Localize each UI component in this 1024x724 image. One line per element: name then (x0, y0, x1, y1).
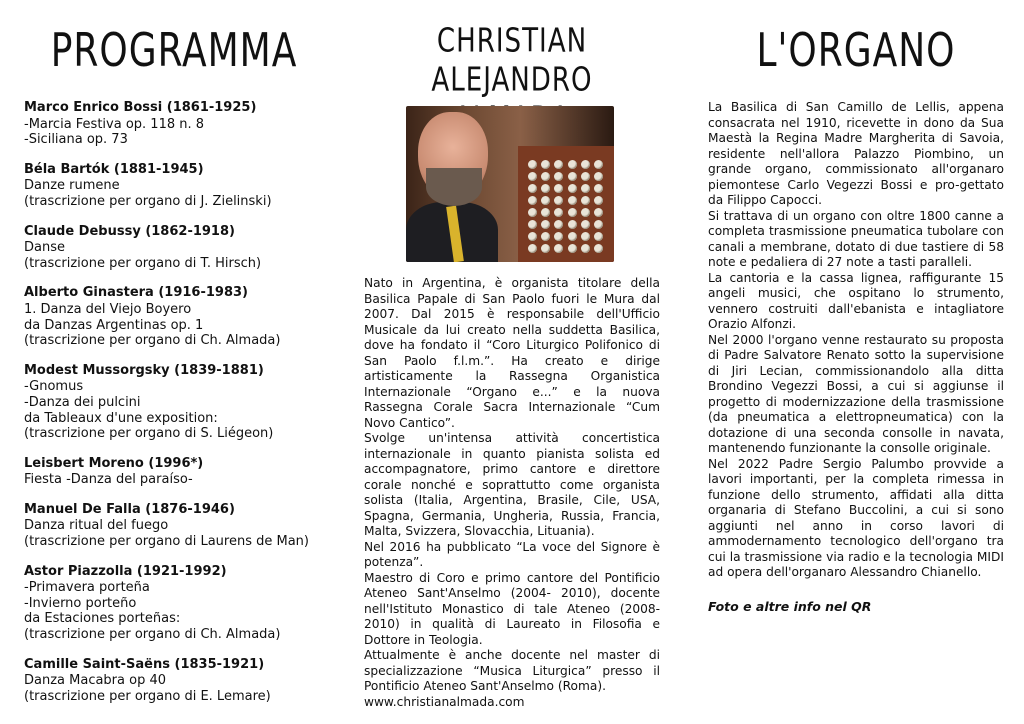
composer-name: Camille Saint-Saëns (1835-1921) (24, 656, 265, 672)
piece-line: (trascrizione per organo di Laurens de Man) (24, 534, 309, 550)
piece-line: da Estaciones porteñas: (24, 611, 181, 627)
program-item (24, 502, 324, 550)
program-item (24, 100, 324, 148)
organo-paragraph: Si trattava di un organo con oltre 1800 canne a completa trasmissione pneumatica tubolare con canali a membrane, dotato di due tastiere di 58 note e pedaliera di 27 note a tasti paralleli. (708, 208, 1004, 269)
artist-bio (364, 276, 660, 710)
program-item (24, 162, 324, 210)
program-list (24, 100, 324, 704)
composer-name: Manuel De Falla (1876-1946) (24, 501, 235, 517)
piece-line: (trascrizione per organo di Ch. Almada) (24, 333, 281, 349)
piece-line: -Siciliana op. 73 (24, 132, 128, 148)
piece-line: da Danzas Argentinas op. 1 (24, 317, 204, 333)
piece-line: Danza ritual del fuego (24, 518, 169, 534)
programma-title: PROGRAMMA (50, 24, 298, 78)
composer-name: Astor Piazzolla (1921-1992) (24, 563, 227, 579)
organo-title: L'ORGANO (756, 24, 956, 78)
organo-paragraph: Nel 2022 Padre Sergio Palumbo provvide a lavori importanti, per la completa rimessa in funzione dello strumento, affidati alla ditta organaria di Stefano Buccolini, a cui si sono aggiunti nel anno in corso lavori di ammodernamento tecnologico dell'organo tra cui la trasmissione via radio e la tecnologia MIDI ad opera dell'organaro Alessandro Chianello. (708, 456, 1004, 579)
piece-line: (trascrizione per organo di E. Lemare) (24, 688, 271, 704)
organo-paragraph: La Basilica di San Camillo de Lellis, appena consacrata nel 1910, ricevette in dono da Sua Maestà la Regina Madre Margherita di Savoia, residente nell'allora Palazzo Piombino, un grande organo, commissionato all'organaro piemontese Carlo Vegezzi Bossi e pro-gettato da Filippo Capocci. (708, 100, 1004, 207)
piece-line: Danza Macabra op 40 (24, 673, 167, 689)
piece-line: (trascrizione per organo di Ch. Almada) (24, 627, 281, 643)
piece-line: -Danza dei pulcini (24, 394, 141, 410)
piece-line: (trascrizione per organo di S. Liégeon) (24, 426, 274, 442)
artist-name-line1: CHRISTIAN ALEJANDRO (431, 20, 593, 99)
qr-note: Foto e altre info nel QR (708, 598, 872, 614)
piece-line: (trascrizione per organo di J. Zielinski) (24, 193, 272, 209)
program-item (24, 224, 324, 272)
piece-line: 1. Danza del Viejo Boyero (24, 301, 192, 317)
composer-name: Modest Mussorgsky (1839-1881) (24, 362, 264, 378)
composer-name: Marco Enrico Bossi (1861-1925) (24, 100, 257, 115)
bio-paragraph: Maestro di Coro e primo cantore del Pontificio Ateneo Sant'Anselmo (2004- 2010), docente nell'Istituto Monastico di tale Ateneo (2008-2010) in qualità di Laureato in Filosofia e Dottore in Teologia. (364, 570, 660, 647)
program-item (24, 285, 324, 348)
program-item (24, 657, 324, 705)
organ-console-image (518, 146, 614, 262)
composer-name: Béla Bartók (1881-1945) (24, 161, 204, 177)
composer-name: Leisbert Moreno (1996*) (24, 455, 204, 471)
program-item (24, 363, 324, 442)
piece-line: -Primavera porteña (24, 580, 150, 596)
piece-line: Danse (24, 240, 65, 256)
piece-line: (trascrizione per organo di T. Hirsch) (24, 255, 262, 271)
bio-paragraph: Nel 2016 ha pubblicato “La voce del Signore è potenza”. (364, 539, 660, 569)
organo-column (708, 0, 1004, 614)
artist-photo (406, 106, 614, 262)
organo-paragraph: La cantoria e la cassa lignea, raffigurante 15 angeli musici, che ospitano lo strumento, vennero costruiti dall'ebanista e intagliatore Orazio Alfonzi. (708, 270, 1004, 331)
piece-line: -Gnomus (24, 379, 84, 395)
piece-line: -Invierno porteño (24, 595, 137, 611)
composer-name: Claude Debussy (1862-1918) (24, 223, 235, 239)
bio-paragraph: Svolge un'intensa attività concertistica internazionale in quanto pianista solista ed accompagnatore, primo cantore e direttore corale nonché e soprattutto come organista solista (Italia, Argentina, Brasile, Cile, USA, Spagna, Germania, Ungheria, Russia, Francia, Malta, Svizzera, Slovacchia, Lituania). (364, 431, 660, 538)
programma-column (24, 0, 324, 718)
bio-paragraph: Nato in Argentina, è organista titolare della Basilica Papale di San Paolo fuori le Mura dal 2007. Dal 2015 è responsabile dell'Ufficio Musicale da lui creato nella suddetta Basilica, dove ha fondato il “Coro Liturgico Polifonico di San Paolo f.l.m.”. Ha creato e dirige artisticamente la Rassegna Organistica Internazionale “Organo e...” e la nuova Rassegna Corale Sacra Internazionale “Cum Novo Cantico”. (364, 276, 660, 430)
bio-paragraph: Attualmente è anche docente nel master di specializzazione “Musica Liturgica” presso il Pontificio Ateneo Sant'Anselmo (Roma). (364, 648, 660, 693)
piece-line: Fiesta -Danza del paraíso- (24, 472, 193, 488)
piece-line: Danze rumene (24, 178, 120, 194)
composer-name: Alberto Ginastera (1916-1983) (24, 285, 248, 301)
piece-line: -Marcia Festiva op. 118 n. 8 (24, 116, 205, 132)
program-item (24, 456, 324, 488)
website-text: www.christianalmada.com (364, 694, 525, 709)
organo-text (708, 100, 1004, 581)
piece-line: da Tableaux d'une exposition: (24, 410, 218, 426)
organo-paragraph: Nel 2000 l'organo venne restaurato su proposta di Padre Salvatore Renato sotto la supervisione di Jiri Lecian, commissionandolo alla ditta Brondino Vegezzi Bossi, a cui si aggiunse il progetto di modernizzazione della trasmissione (da pneumatica a elettropneumatica) con la dotazione di una seconda consolle in navata, mantenendo funzionante la consolle originale. (708, 332, 1004, 455)
program-item (24, 564, 324, 643)
artist-column (364, 0, 660, 709)
